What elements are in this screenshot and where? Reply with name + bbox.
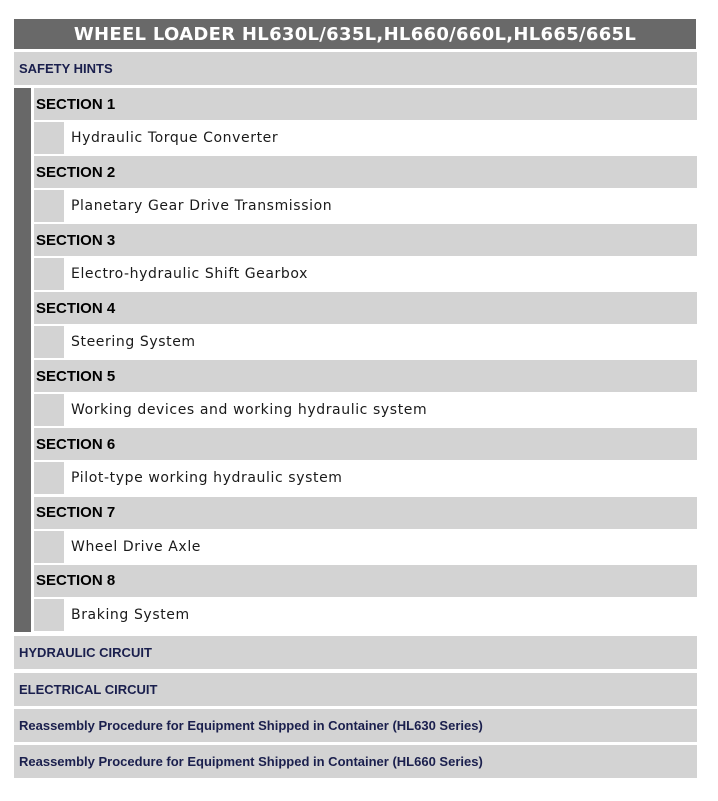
section-6 xyxy=(34,428,697,496)
section-5 xyxy=(34,360,697,428)
safety-hints-link[interactable]: SAFETY HINTS xyxy=(14,52,697,85)
section-8 xyxy=(34,565,697,633)
section-header: SECTION 5 xyxy=(34,360,697,392)
bullet-box xyxy=(34,462,64,494)
section-item-label[interactable]: Pilot-type working hydraulic system xyxy=(71,470,343,487)
section-item-link[interactable] xyxy=(34,122,697,154)
bullet-box xyxy=(34,394,64,426)
electrical-circuit-link[interactable]: ELECTRICAL CIRCUIT xyxy=(14,673,697,706)
section-item-label[interactable]: Electro-hydraulic Shift Gearbox xyxy=(71,266,309,283)
section-item-label[interactable]: Wheel Drive Axle xyxy=(71,538,202,555)
section-item-label[interactable]: Hydraulic Torque Converter xyxy=(71,130,279,146)
section-header: SECTION 3 xyxy=(34,224,697,256)
section-header: SECTION 4 xyxy=(34,292,697,324)
section-2 xyxy=(34,156,697,224)
section-item-link[interactable] xyxy=(34,190,697,222)
reassembly-hl630-link[interactable]: Reassembly Procedure for Equipment Shipped in Container (HL630 Series) xyxy=(14,709,697,742)
section-item-link[interactable] xyxy=(34,258,697,290)
section-item-link[interactable] xyxy=(34,462,697,494)
section-7 xyxy=(34,497,697,565)
section-header: SECTION 1 xyxy=(34,88,697,120)
section-4 xyxy=(34,292,697,360)
section-item-link[interactable] xyxy=(34,326,697,358)
reassembly-hl660-link[interactable]: Reassembly Procedure for Equipment Shipped in Container (HL660 Series) xyxy=(14,745,697,778)
section-item-link[interactable] xyxy=(34,599,697,631)
section-item-label[interactable]: Steering System xyxy=(71,334,196,351)
section-item-label[interactable]: Braking System xyxy=(71,606,190,623)
section-item-label[interactable]: Working devices and working hydraulic system xyxy=(71,402,428,419)
bullet-box xyxy=(34,326,64,358)
page-title: WHEEL LOADER HL630L/635L,HL660/660L,HL665/665L xyxy=(14,19,696,49)
section-header: SECTION 6 xyxy=(34,428,697,460)
section-item-link[interactable] xyxy=(34,531,697,563)
section-1 xyxy=(34,88,697,156)
section-header: SECTION 7 xyxy=(34,497,697,529)
section-header: SECTION 2 xyxy=(34,156,697,188)
side-bar xyxy=(14,88,31,632)
section-3 xyxy=(34,224,697,292)
bullet-box xyxy=(34,531,64,563)
section-item-link[interactable] xyxy=(34,394,697,426)
section-item-label[interactable]: Planetary Gear Drive Transmission xyxy=(71,198,333,215)
section-header: SECTION 8 xyxy=(34,565,697,597)
section-list xyxy=(34,88,697,633)
bullet-box xyxy=(34,190,64,222)
hydraulic-circuit-link[interactable]: HYDRAULIC CIRCUIT xyxy=(14,636,697,669)
bullet-box xyxy=(34,258,64,290)
bullet-box xyxy=(34,122,64,154)
bullet-box xyxy=(34,599,64,631)
